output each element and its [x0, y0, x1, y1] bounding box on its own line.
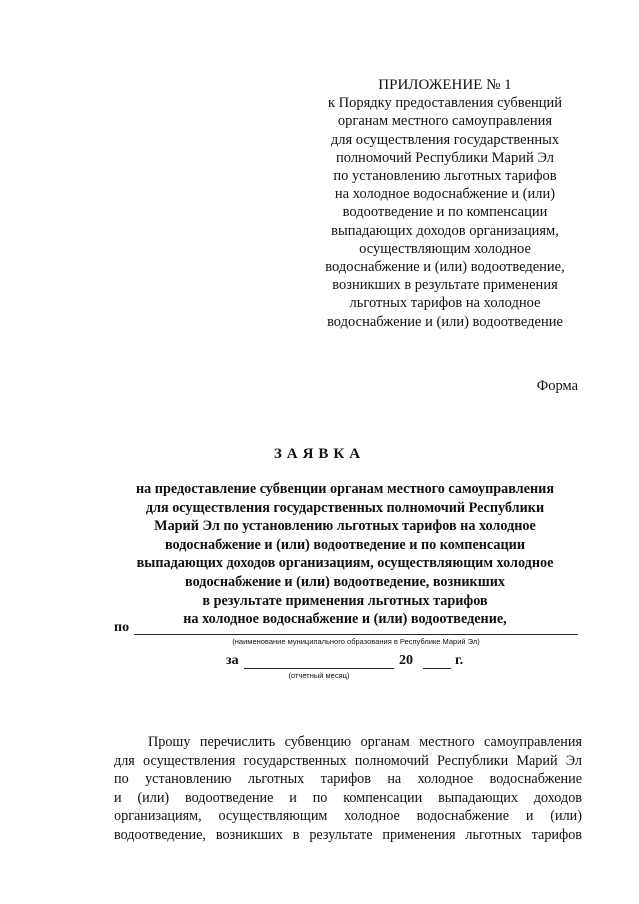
appendix-line: осуществляющим холодное — [359, 240, 531, 257]
subject-line: для осуществления государственных полномочий Республики — [145, 499, 545, 516]
appendix-line: льготных тарифов на холодное — [349, 295, 541, 312]
paragraph-line: Прошу перечислить субвенцию органам местного самоуправления — [148, 734, 582, 750]
paragraph-line: по установлению льготных тарифов на холодное водоснабжение — [114, 771, 582, 788]
appendix-line: водоснабжение и (или) водоотведение — [327, 313, 563, 330]
subject-line: водоснабжение и (или) водоотведение, возникших — [185, 573, 505, 590]
subject-line: в результате применения льготных тарифов — [202, 592, 488, 609]
year-suffix: г. — [455, 653, 464, 668]
period-input-line[interactable] — [244, 668, 394, 669]
paragraph-line: организациям, осуществляющим холодное водоснабжение и (или) — [114, 808, 582, 825]
subject-line: выпадающих доходов организациям, осуществляющим холодное — [136, 555, 554, 572]
subject-line: на предоставление субвенции органам местного самоуправления — [135, 481, 555, 497]
appendix-block — [300, 76, 590, 331]
appendix-line: на холодное водоснабжение и (или) — [334, 186, 556, 203]
municipality-label: по — [114, 620, 130, 635]
document-heading: ЗАЯВКА — [273, 446, 366, 462]
year-input-line[interactable] — [423, 668, 451, 669]
request-paragraph — [114, 733, 582, 845]
paragraph-line: для осуществления государственных полномочий Республики Марий Эл — [114, 752, 582, 769]
subject-line: водоснабжение и (или) водоотведение и по компенсации — [164, 536, 526, 553]
subject-line: на холодное водоснабжение и (или) водоотведение, — [183, 611, 507, 628]
appendix-line: органам местного самоуправления — [337, 113, 553, 130]
form-label: Форма — [536, 378, 578, 394]
year-prefix: 20 — [399, 653, 413, 668]
appendix-line: по установлению льготных тарифов — [333, 168, 557, 185]
appendix-line: водоснабжение и (или) водоотведение, — [325, 259, 565, 276]
appendix-line: водоотведение и по компенсации — [342, 204, 548, 221]
appendix-line: к Порядку предоставления субвенций — [327, 95, 563, 112]
period-label: за — [226, 653, 239, 668]
paragraph-line: и (или) водоотведение и по компенсации выпадающих доходов — [114, 789, 582, 806]
appendix-line: полномочий Республики Марий Эл — [336, 149, 554, 166]
appendix-line: для осуществления государственных — [330, 131, 560, 148]
application-subject — [110, 480, 580, 629]
paragraph-line: водоотведение, возникших в результате применения льготных тарифов — [114, 826, 582, 843]
appendix-title: ПРИЛОЖЕНИЕ № 1 — [378, 77, 512, 93]
appendix-line: возникших в результате применения — [332, 277, 558, 294]
period-hint: (отчетный месяц) — [288, 671, 350, 680]
municipality-input-line[interactable] — [134, 634, 578, 635]
subject-line: Марий Эл по установлению льготных тарифов на холодное — [154, 518, 536, 535]
appendix-line: выпадающих доходов организациям, — [331, 222, 559, 239]
municipality-hint: (наименование муниципального образования в Республике Марий Эл) — [232, 637, 480, 646]
